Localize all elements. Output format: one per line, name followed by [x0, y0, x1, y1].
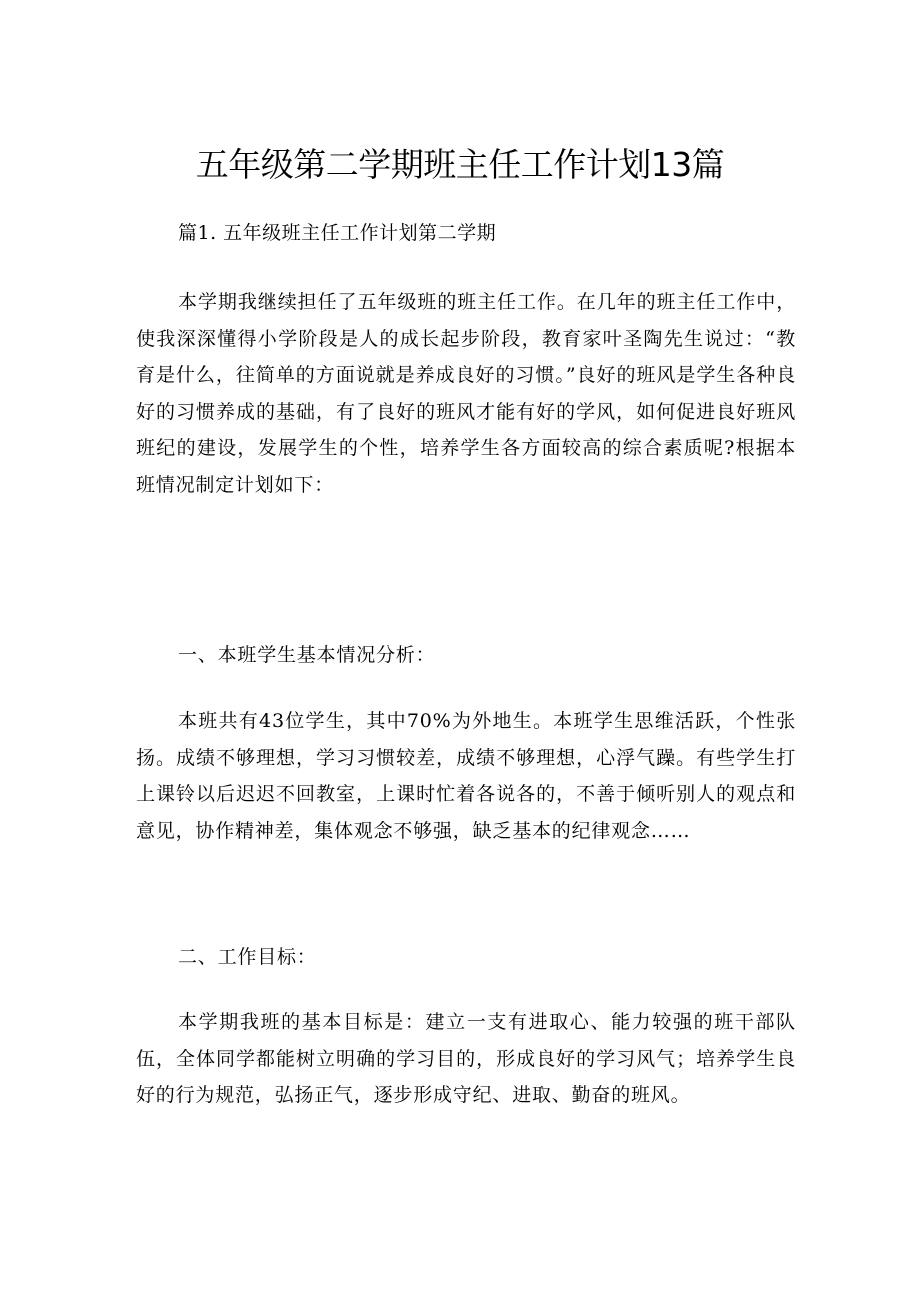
section2-paragraph: 本学期我班的基本目标是：建立一支有进取心、能力较强的班干部队伍，全体同学都能树立明确的学习目的，形成良好的学习风气；培养学生良好的行为规范，弘扬正气，逐步形成守纪、进取、勤奋的班风。: [136, 1011, 796, 1106]
intro-paragraph: 本学期我继续担任了五年级班的班主任工作。在几年的班主任工作中，使我深深懂得小学阶段是人的成长起步阶段，教育家叶圣陶先生说过：“教育是什么，往简单的方面说就是养成良好的习惯。”良好的班风是学生各种良好的习惯养成的基础，有了良好的班风才能有好的学风，如何促进良好班风班纪的建设，发展学生的个性，培养学生各方面较高的综合素质呢?根据本班情况制定计划如下：: [136, 291, 796, 496]
article-heading: 篇1. 五年级班主任工作计划第二学期: [178, 222, 497, 244]
section2-heading: 二、工作目标：: [178, 946, 317, 968]
document-title: 五年级第二学期班主任工作计划13篇: [195, 145, 725, 184]
section1-paragraph: 本班共有43位学生，其中70%为外地生。本班学生思维活跃，个性张扬。成绩不够理想，学习习惯较差，成绩不够理想，心浮气躁。有些学生打上课铃以后迟迟不回教室，上课时忙着各说各的，不善于倾听别人的观点和意见，协作精神差，集体观念不够强，缺乏基本的纪律观念……: [136, 710, 796, 842]
section1-heading: 一、本班学生基本情况分析：: [178, 644, 436, 666]
